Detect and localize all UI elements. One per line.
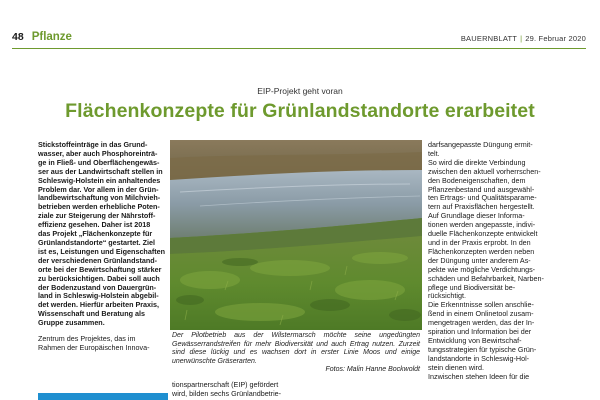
article-kicker: EIP-Projekt geht voran [257,86,343,96]
body-line: Auf Grundlage dieser Informa- [428,211,525,221]
lead-line: landbewirtschaftung von Milchvieh- [38,193,161,203]
lead-line: ge in Fließ- und Oberflächengewäs- [38,157,160,167]
column-left [38,141,168,353]
body-line: schäden und Befahrbarkeit, Narben- [428,273,544,283]
article-photo [170,140,422,330]
lead-line: effizienz gesehen. Daher ist 2018 [38,220,151,230]
body-paragraph-left [38,335,168,353]
lead-line: betrieben werden erhebliche Poten- [38,202,160,212]
lead-line: land in Schleswig-Holstein abgebil- [38,291,159,301]
lead-line: der Bodenzustand von Dauergrün- [38,282,157,292]
body-line: tungsstrategien für typische Grün- [428,344,537,354]
lead-line: Schleswig-Holstein ein anhaltendes [38,175,161,185]
grassland-ditch-image [170,140,422,330]
body-line: zwischen den aktuell vorherrschen- [428,166,541,176]
photo-credit: Fotos: Malin Hanne Bockwoldt [325,366,420,373]
body-line: tionen werden angepasste, indivi- [428,220,536,230]
body-line: duelle Flächenkonzepte entwickelt [428,229,538,239]
page-number: 48 [12,31,24,43]
body-paragraph-middle [172,381,420,399]
body-line: ten Ertrags- und Qualitätsparame- [428,193,537,203]
lead-line: der verschiedenen Grünlandstand- [38,255,158,265]
lead-line: Problem dar. Vor allem in der Grün- [38,184,159,194]
body-line: rücksichtigt. [428,291,466,301]
body-line: ßend in einem Onlinetool zusam- [428,309,534,319]
lead-line: Stickstoffeinträge in das Grund- [38,140,148,149]
lead-line: ist es, Leistungen und Eigenschaften [38,246,165,256]
lead-line: das Projekt „Flächenkonzepte für [38,229,153,239]
lead-line: det werden. Hierfür arbeiten Praxis, [38,300,160,310]
header-separator: | [520,34,523,43]
body-line: den Bodeneigenschaften, dem [428,175,526,185]
issue-date: 29. Februar 2020 [525,34,586,43]
body-line: pflege und Biodiversität be- [428,282,516,292]
lead-line: zu berücksichtigen. Dabei soll auch [38,273,160,283]
lead-line: ziale zur Steigerung der Nährstoff- [38,211,156,221]
body-line: Pflanzenbestand und ausgewähl- [428,184,535,194]
lead-line: ser aus der Landwirtschaft stellen in [38,166,163,176]
body-line: Rahmen der Europäischen Innova- [38,342,150,352]
photo-caption: Der Pilotbetrieb aus der Wilstermarsch möchte seine ungedüngten Gewässerrandstreifen für mehr Biodiversität und auch Ertrag nutzen. Zurzeit sind diese lückig und es wachsen dort in erster Linie Moos und einige unerwünschte Gräserarten. [172,332,420,365]
body-line: tionspartnerschaft (EIP) gefördert [172,380,279,389]
lead-paragraph [38,141,168,328]
page-header-right [461,34,586,43]
header-rule [12,48,586,49]
body-line: Flächenkonzepten werden neben [428,246,535,256]
body-line: pekte wie mögliche Verdichtungs- [428,264,536,274]
body-line: wird, bilden sechs Grünlandbetrie- [172,388,282,398]
body-line: Inzwischen stehen Ideen für die [428,371,530,381]
body-line: Die Erkenntnisse sollen anschlie- [428,300,534,310]
body-line: telt. [428,148,440,158]
body-line: mengetragen werden, das der In- [428,318,535,328]
body-line: landstandorte in Schleswig-Hol- [428,353,530,363]
body-line: Zentrum des Projektes, das im [38,334,136,344]
column-right [428,141,568,381]
body-line: Entwicklung von Bewirtschaf- [428,335,522,345]
info-box-edge [38,393,168,400]
lead-line: wasser, aber auch Phosphoreinträ- [38,148,158,158]
publication-name: BAUERNBLATT [460,34,518,43]
lead-line: Gruppe zusammen. [38,318,105,328]
body-line: der Düngung unter anderem As- [428,255,531,265]
page-header-left [12,31,72,43]
body-line: tern auf Praxisflächen hergestellt. [428,202,535,212]
article-headline: Flächenkonzepte für Grünlandstandorte erarbeitet [65,100,535,122]
body-line: und in der Praxis erprobt. In den [428,237,531,247]
body-line: stein dienen wird. [428,362,484,372]
lead-line: Grünlandstandorte“ gestartet. Ziel [38,237,156,247]
section-title: Pflanze [31,31,72,43]
lead-line: orte bei der Bewirtschaftung stärker [38,264,162,274]
body-line: So wird die direkte Verbindung [428,157,526,167]
body-line: darfsangepasste Düngung ermit- [428,140,533,149]
body-line: spiration und Information bei der [428,327,532,337]
lead-line: Wissenschaft und Beratung als [38,309,145,319]
